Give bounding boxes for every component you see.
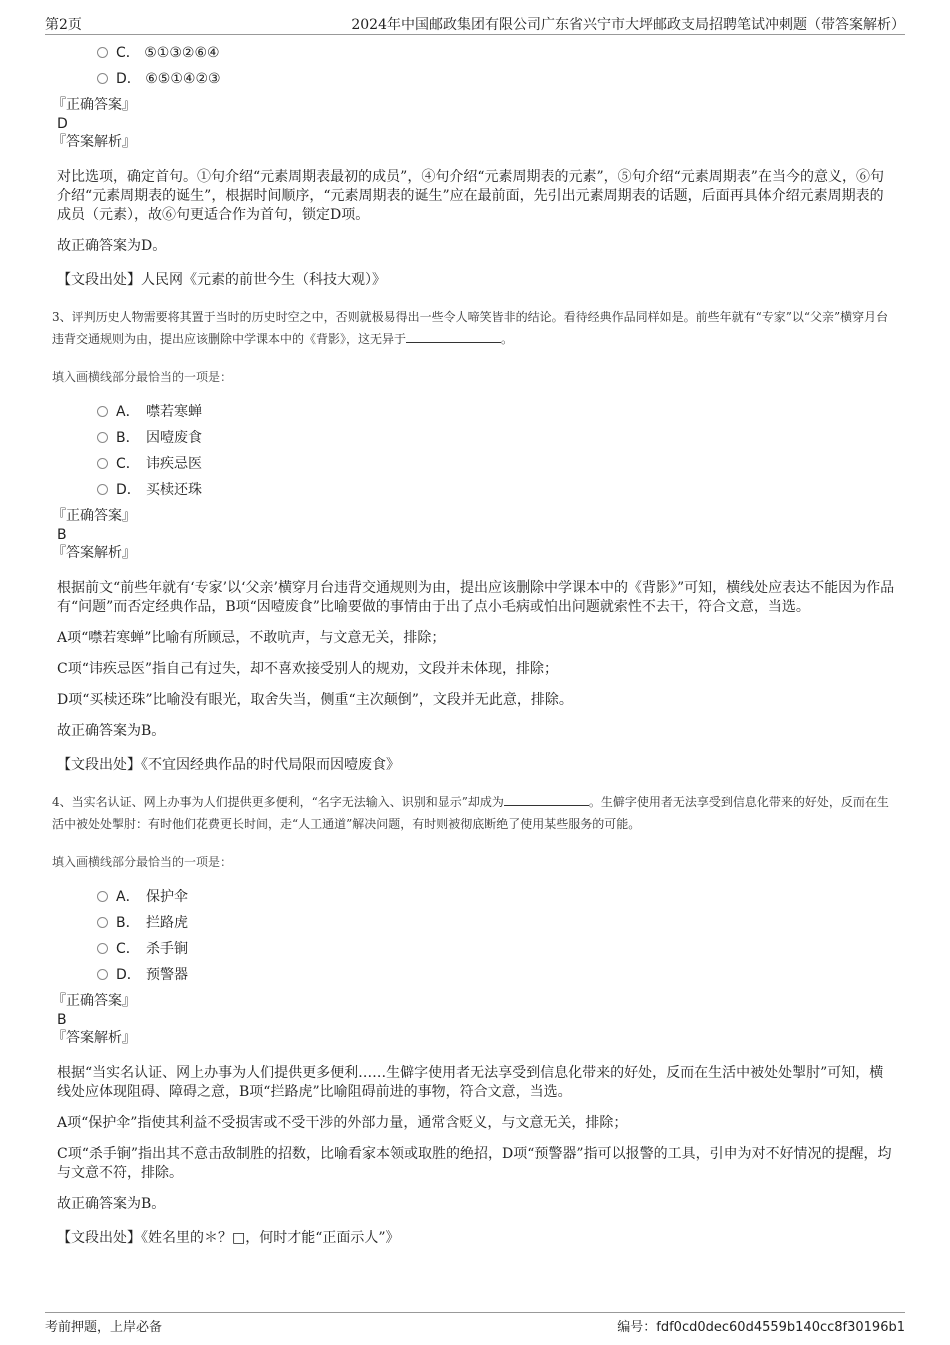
page-header <box>45 12 905 35</box>
analysis-text: C项“杀手锏”指出其不意击敌制胜的招数，比喻看家本领或取胜的绝招，D项“预警器”指可以报警的工具，引申为对不好情况的提醒，均与文意不符，排除。 <box>57 1146 892 1181</box>
analysis-text: 故正确答案为B。 <box>57 723 166 739</box>
analysis-text: 根据“当实名认证、网上办事为人们提供更多便利……生僻字使用者无法享受到信息化带来的好处，反而在生活中被处处掣肘”可知，横线处应体现阻碍、障碍之意，B项“拦路虎”比喻阻碍前进的事物，符合文意，当选。 <box>57 1065 884 1100</box>
answer-blank <box>504 793 589 806</box>
option-b[interactable]: B． 拦路虎 <box>97 910 895 936</box>
option-d[interactable]: D． ⑥⑤①④②③ <box>97 66 895 92</box>
document-code: 编号：fdf0cd0dec60d4559b140cc8f30196b1 <box>617 1320 905 1335</box>
option-b[interactable]: B． 因噎废食 <box>97 425 895 451</box>
content <box>52 40 895 1248</box>
correct-answer-label: 『正确答案』 <box>52 97 136 113</box>
correct-answer-label: 『正确答案』 <box>52 508 136 524</box>
radio-icon[interactable] <box>97 432 108 443</box>
correct-answer-label: 『正确答案』 <box>52 993 136 1009</box>
page-number: 第2页 <box>45 17 82 33</box>
question-stem: 4、当实名认证、网上办事为人们提供更多便利，“名字无法输入、识别和显示”却成为 。生僻字使用者无法享受到信息化带来的好处，反而在生活中被处处掣肘：有时他们花费更长时间，走“人工通道”解决问题，有时则被彻底断绝了使用某些服务的可能。 <box>52 795 889 831</box>
source-note: 【文段出处】人民网《元素的前世今生（科技大观）》 <box>57 272 386 288</box>
correct-answer: B <box>57 1012 67 1028</box>
analysis-text: A项“保护伞”指使其利益不受损害或不受干涉的外部力量，通常含贬义，与文意无关，排除； <box>57 1115 628 1131</box>
analysis-label: 『答案解析』 <box>52 545 136 561</box>
analysis-text: 故正确答案为D。 <box>57 238 167 254</box>
option-c[interactable]: C． 讳疾忌医 <box>97 451 895 477</box>
question-prompt: 填入画横线部分最恰当的一项是： <box>52 370 233 384</box>
source-note: 【文段出处】《姓名里的＊？□，何时才能“正面示人”》 <box>57 1230 400 1246</box>
option-a[interactable]: A． 保护伞 <box>97 884 895 910</box>
radio-icon[interactable] <box>97 47 108 58</box>
option-c[interactable]: C． ⑤①③②⑥④ <box>97 40 895 66</box>
footer-slogan: 考前押题，上岸必备 <box>45 1320 163 1335</box>
radio-icon[interactable] <box>97 484 108 495</box>
answer-blank <box>406 330 501 343</box>
analysis-label: 『答案解析』 <box>52 1030 136 1046</box>
radio-icon[interactable] <box>97 406 108 417</box>
option-d[interactable]: D． 买椟还珠 <box>97 477 895 503</box>
question-stem: 3、评判历史人物需要将其置于当时的历史时空之中，否则就极易得出一些令人啼笑皆非的结论。看待经典作品同样如是。前些年就有“专家”以“父亲”横穿月台违背交通规则为由，提出应该删除中学课本中的《背影》，这无异于 。 <box>52 310 889 346</box>
radio-icon[interactable] <box>97 73 108 84</box>
question-prompt: 填入画横线部分最恰当的一项是： <box>52 855 233 869</box>
correct-answer: B <box>57 527 67 543</box>
analysis-text: A项“噤若寒蝉”比喻有所顾忌，不敢吭声，与文意无关，排除； <box>57 630 446 646</box>
analysis-label: 『答案解析』 <box>52 134 136 150</box>
analysis-text: 根据前文“前些年就有‘专家’以‘父亲’横穿月台违背交通规则为由，提出应该删除中学课本中的《背影》”可知，横线处应表达不能因为作品有“问题”而否定经典作品，B项“因噎废食”比喻要做的事情由于出了点小毛病或怕出问题就索性不去干，符合文意，当选。 <box>57 580 895 615</box>
option-a[interactable]: A． 噤若寒蝉 <box>97 399 895 425</box>
analysis-text: D项“买椟还珠”比喻没有眼光，取舍失当，侧重“主次颠倒”，文段并无此意，排除。 <box>57 692 573 708</box>
radio-icon[interactable] <box>97 943 108 954</box>
radio-icon[interactable] <box>97 969 108 980</box>
analysis-text: 故正确答案为B。 <box>57 1196 166 1212</box>
analysis-text: 对比选项，确定首句。①句介绍“元素周期表最初的成员”，④句介绍“元素周期表的元素”，⑤句介绍“元素周期表”在当今的意义，⑥句介绍“元素周期表的诞生”，根据时间顺序，“元素周期表的诞生”应在最前面，先引出元素周期表的话题，后面再具体介绍元素周期表的成员（元素），故⑥句更适合作为首句，锁定D项。 <box>57 169 884 223</box>
radio-icon[interactable] <box>97 458 108 469</box>
option-d[interactable]: D． 预警器 <box>97 962 895 988</box>
radio-icon[interactable] <box>97 917 108 928</box>
analysis-text: C项“讳疾忌医”指自己有过失，却不喜欢接受别人的规劝，文段并未体现，排除； <box>57 661 559 677</box>
radio-icon[interactable] <box>97 891 108 902</box>
document-title: 2024年中国邮政集团有限公司广东省兴宁市大坪邮政支局招聘笔试冲刺题（带答案解析） <box>351 17 905 33</box>
option-c[interactable]: C． 杀手锏 <box>97 936 895 962</box>
source-note: 【文段出处】《不宜因经典作品的时代局限而因噎废食》 <box>57 757 400 773</box>
page-footer <box>45 1312 905 1337</box>
correct-answer: D <box>57 116 68 132</box>
